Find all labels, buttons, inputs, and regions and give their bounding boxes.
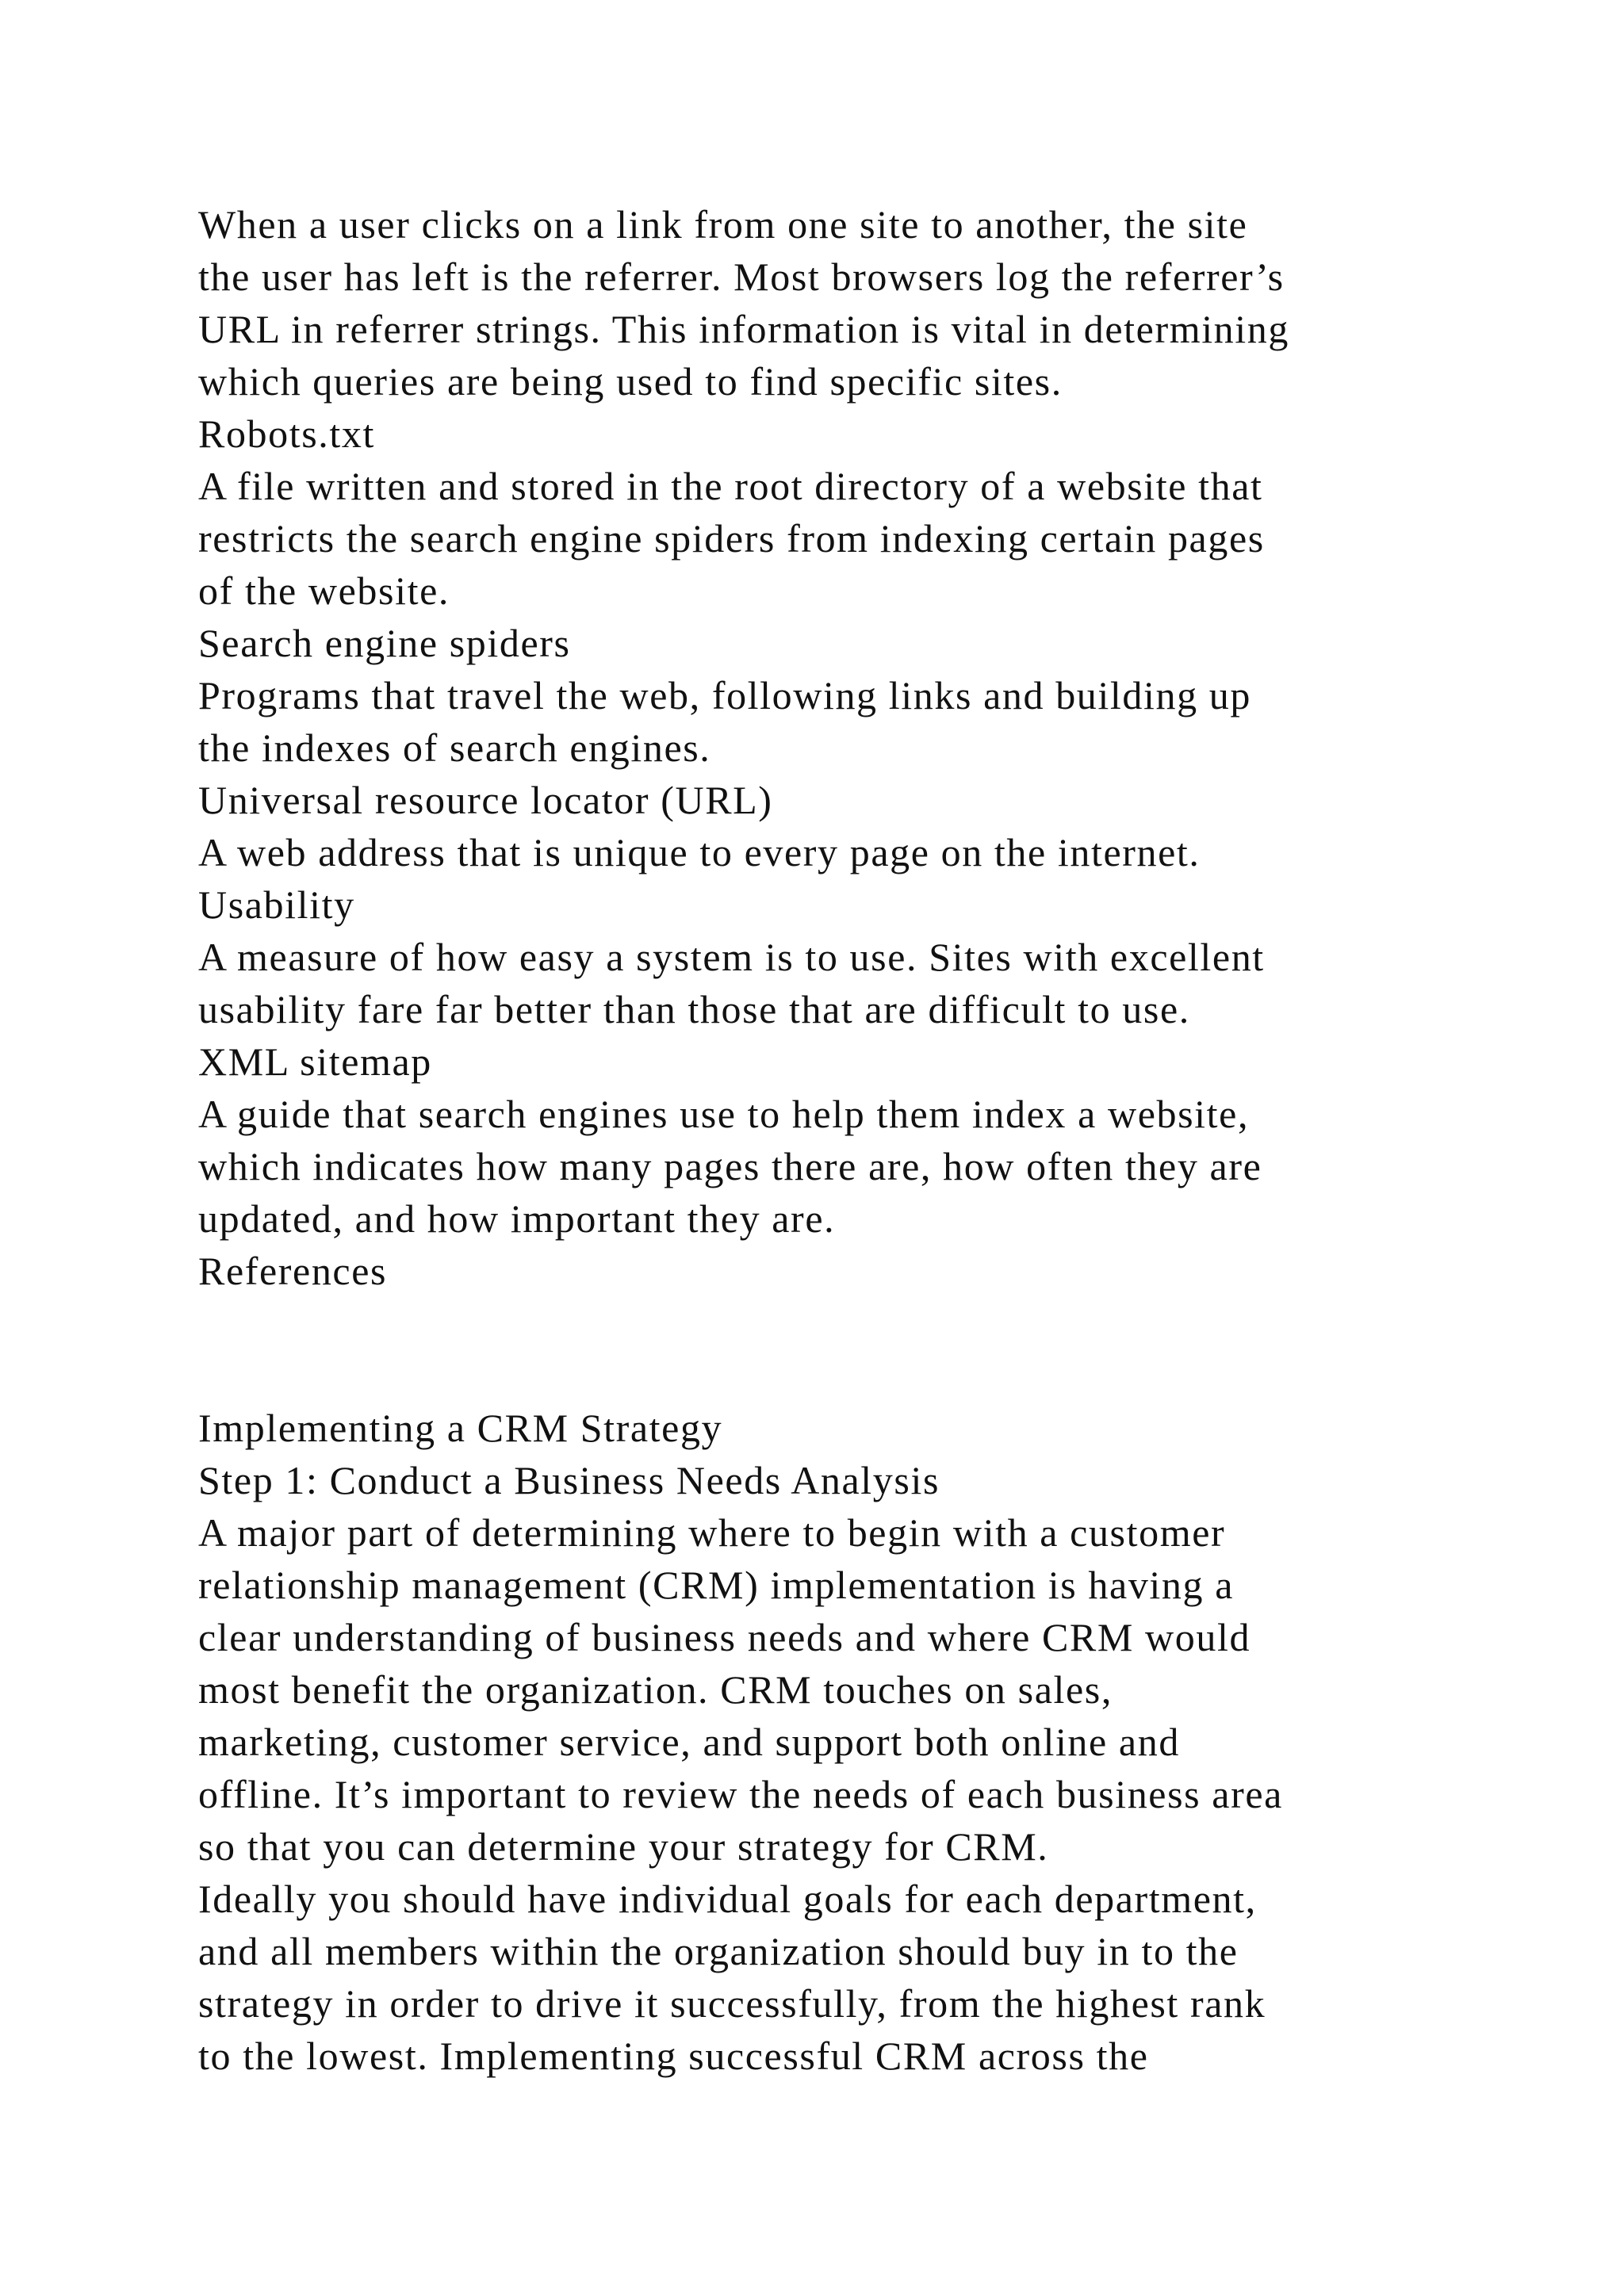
text-line: A major part of determining where to begin with a customer <box>198 1510 1226 1555</box>
text-line: When a user clicks on a link from one site to another, the site <box>198 202 1248 247</box>
term-usability: Usability <box>198 882 355 927</box>
text-line: URL in referrer strings. This information is vital in determining <box>198 307 1289 351</box>
text-line: relationship management (CRM) implementation is having a <box>198 1563 1235 1607</box>
text-line: most benefit the organization. CRM touches on sales, <box>198 1667 1113 1712</box>
term-url: Universal resource locator (URL) <box>198 778 773 822</box>
text-line: the indexes of search engines. <box>198 725 711 770</box>
text-line: strategy in order to drive it successfully, from the highest rank <box>198 1981 1266 2026</box>
text-line: which indicates how many pages there are, how often they are <box>198 1144 1262 1188</box>
term-search-engine-spiders: Search engine spiders <box>198 621 571 665</box>
text-line: Ideally you should have individual goals for each department, <box>198 1877 1257 1921</box>
text-line: marketing, customer service, and support both online and <box>198 1720 1180 1764</box>
text-line: so that you can determine your strategy for CRM. <box>198 1824 1049 1869</box>
text-line: which queries are being used to find specific sites. <box>198 359 1063 404</box>
section-gap <box>198 1297 1507 1402</box>
text-line: usability fare far better than those that are difficult to use. <box>198 987 1190 1031</box>
section-title: Implementing a CRM Strategy <box>198 1406 723 1450</box>
term-xml-sitemap: XML sitemap <box>198 1039 432 1084</box>
references-heading: References <box>198 1249 388 1293</box>
term-robots-txt: Robots.txt <box>198 411 375 456</box>
text-line: the user has left is the referrer. Most browsers log the referrer’s <box>198 254 1285 299</box>
text-line: A file written and stored in the root directory of a website that <box>198 464 1263 508</box>
text-line: restricts the search engine spiders from indexing certain pages <box>198 516 1265 561</box>
text-line: updated, and how important they are. <box>198 1196 836 1241</box>
text-line: and all members within the organization should buy in to the <box>198 1929 1239 1973</box>
text-line: clear understanding of business needs and where CRM would <box>198 1615 1251 1659</box>
text-line: Programs that travel the web, following links and building up <box>198 673 1251 718</box>
text-line: offline. It’s important to review the needs of each business area <box>198 1772 1283 1816</box>
document-body <box>198 198 1507 2082</box>
text-line: A guide that search engines use to help them index a website, <box>198 1092 1250 1136</box>
step-heading: Step 1: Conduct a Business Needs Analysis <box>198 1458 940 1502</box>
text-line: to the lowest. Implementing successful CRM across the <box>198 2034 1149 2078</box>
text-line: of the website. <box>198 568 450 613</box>
text-line: A measure of how easy a system is to use. Sites with excellent <box>198 935 1265 979</box>
text-line: A web address that is unique to every page on the internet. <box>198 830 1201 874</box>
